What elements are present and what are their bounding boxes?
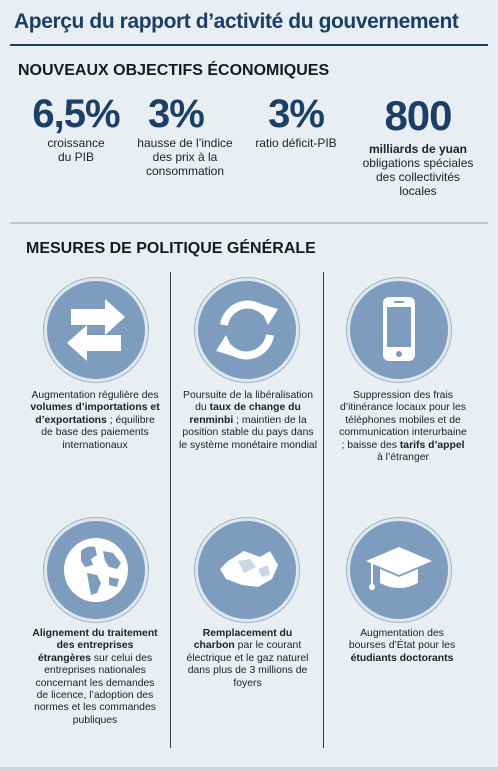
caption-text: Augmentation des bourses d’État pour les — [348, 628, 456, 652]
policy-caption-renminbi — [178, 390, 318, 452]
caption-bold: volumes d’importations et d’exportations — [30, 402, 160, 426]
stat-value: 3% — [268, 92, 324, 136]
caption-bold: étudiants doctorants — [350, 652, 454, 664]
circular-arrows-icon — [195, 278, 299, 382]
caption-bold: Remplacement du charbon — [193, 628, 293, 652]
policy-caption-roaming — [338, 390, 468, 464]
exchange-arrows-icon — [44, 278, 148, 382]
caption-text: Augmentation régulière des — [31, 390, 159, 401]
stat-bonds — [348, 94, 488, 198]
objectives-heading: NOUVEAUX OBJECTIFS ÉCONOMIQUES — [18, 62, 330, 79]
column-divider-right — [323, 272, 324, 748]
stat-label: ratio déficit-PIB — [255, 136, 337, 150]
caption-text: à l’étranger — [377, 452, 429, 464]
caption-text: par le courant électrique et le gaz naturel dans plus de 3 millions de foyers — [186, 640, 309, 689]
mobile-phone-icon — [347, 278, 451, 382]
caption-text: Suppression des frais d’itinérance locaux pour les téléphones mobiles et de communication interurbaine ; baisse des — [339, 390, 467, 451]
policy-caption-foreign-firms — [30, 628, 160, 727]
caption-bold: taux de change du renminbi — [189, 402, 301, 426]
coal-icon — [195, 518, 299, 622]
policy-caption-trade — [30, 390, 160, 452]
title-rule — [10, 44, 488, 46]
caption-bold: Alignement du traitement des entreprises étrangères — [32, 628, 158, 664]
column-divider-left — [170, 272, 171, 748]
policy-heading: MESURES DE POLITIQUE GÉNÉRALE — [26, 240, 316, 257]
stat-label-bold: milliards de yuan — [368, 142, 468, 156]
stat-value: 3% — [148, 92, 204, 136]
stat-cpi — [130, 92, 240, 178]
stat-value: 6,5% — [32, 92, 120, 136]
stat-label: hausse de l’indice des prix à la consommation — [137, 136, 233, 178]
bottom-rule — [0, 767, 498, 771]
caption-bold: tarifs d’appel — [399, 439, 465, 451]
stat-deficit — [244, 92, 348, 150]
caption-text: Poursuite de la libéralisation du — [183, 390, 313, 414]
section-divider — [10, 222, 488, 224]
caption-text: ; équilibre de base des paiements internationaux — [41, 414, 155, 451]
caption-text: sur celui des entreprises nationales concernant les demandes de licence, l’adoption des normes et les commandes publiques — [34, 652, 156, 726]
stat-gdp-growth — [16, 92, 136, 164]
policy-caption-coal — [185, 628, 310, 690]
graduation-cap-icon — [347, 518, 451, 622]
globe-icon — [44, 518, 148, 622]
page-title: Aperçu du rapport d’activité du gouvernement — [14, 10, 459, 33]
caption-text: ; maintien de la position stable du pays dans le système monétaire mondial — [178, 414, 318, 451]
policy-caption-scholarships — [346, 628, 458, 665]
stat-label: obligations spéciales des collectivités locales — [362, 156, 474, 198]
stat-label: croissance du PIB — [47, 136, 105, 164]
stat-value: 800 — [384, 92, 452, 139]
